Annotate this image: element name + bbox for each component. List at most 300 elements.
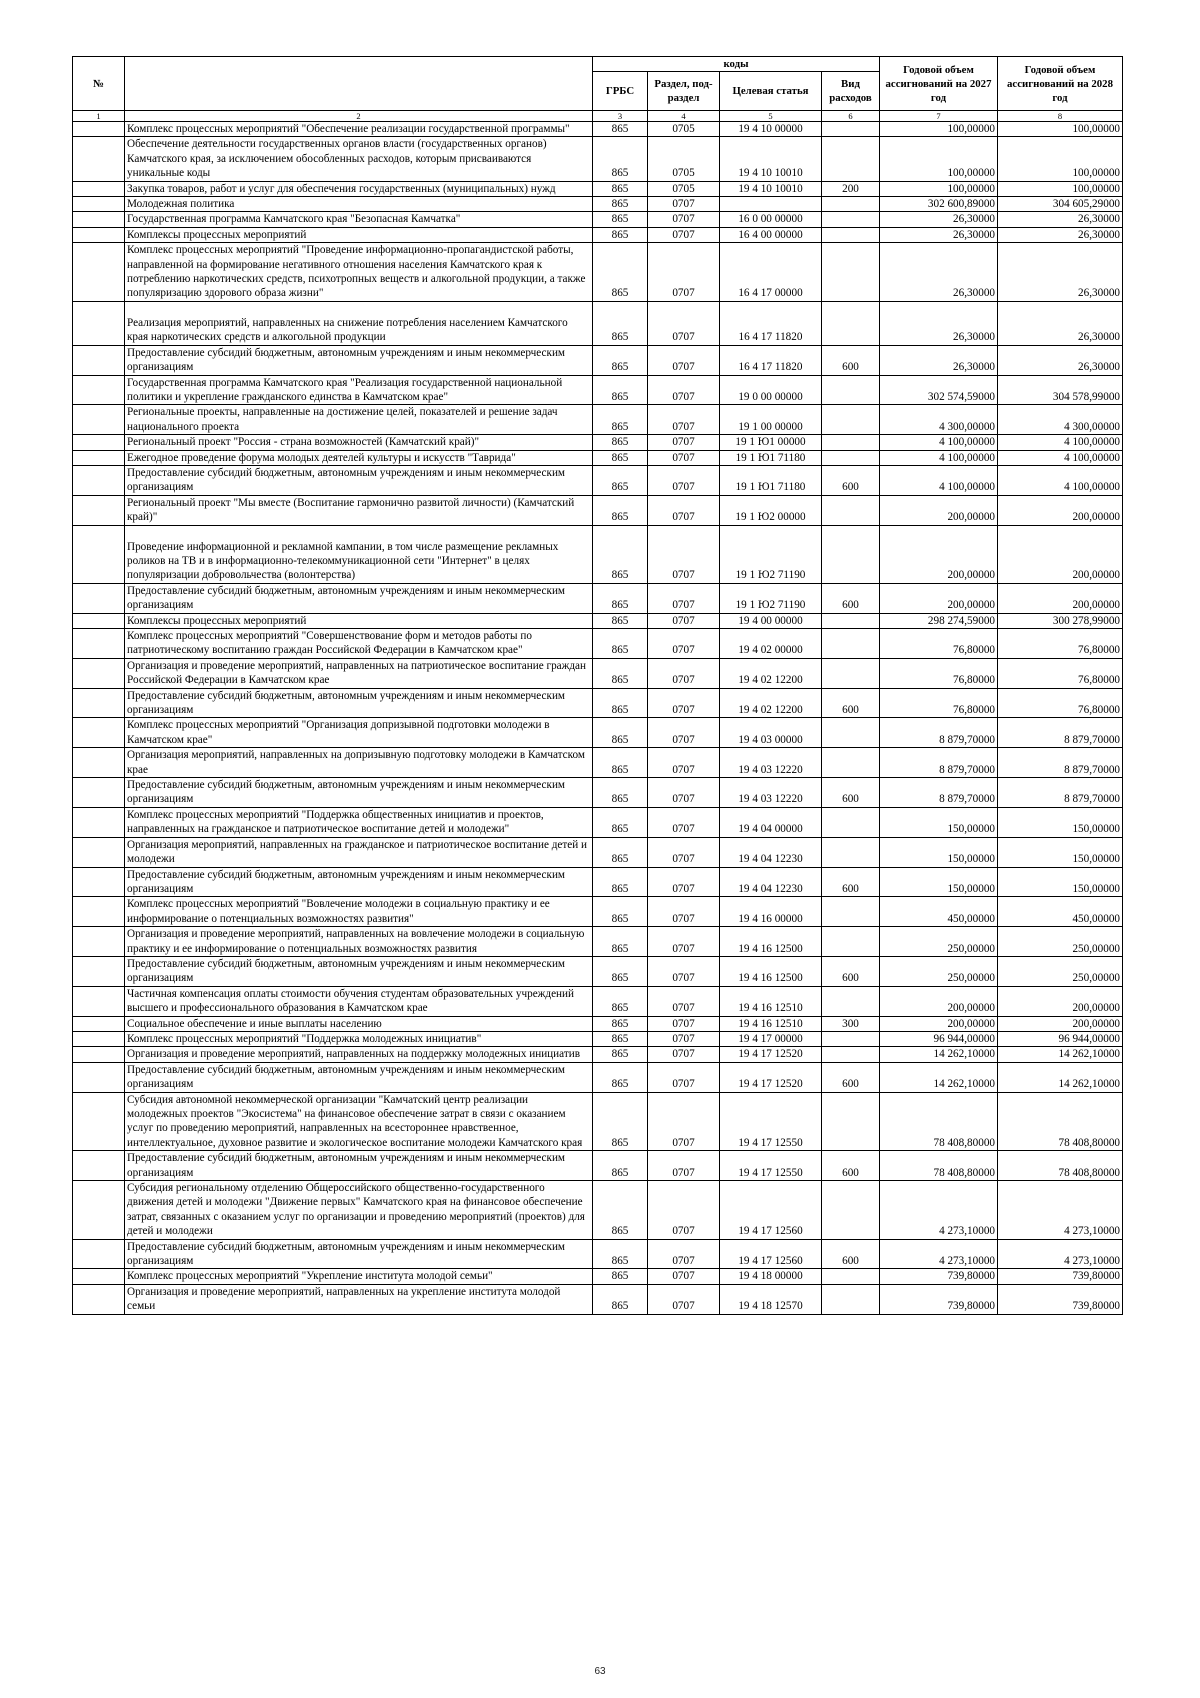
cell-grbs: 865 xyxy=(593,137,648,181)
cell-grbs: 865 xyxy=(593,375,648,405)
cell-grbs: 865 xyxy=(593,345,648,375)
cell-grbs: 865 xyxy=(593,1284,648,1314)
cell-row-number xyxy=(73,227,125,242)
cell-grbs: 865 xyxy=(593,243,648,302)
cell-expense-type xyxy=(822,197,880,212)
cell-amount-2028: 100,00000 xyxy=(998,122,1123,137)
cell-amount-2027: 100,00000 xyxy=(880,137,998,181)
cell-grbs: 865 xyxy=(593,301,648,345)
cell-amount-2028: 26,30000 xyxy=(998,243,1123,302)
cell-target: 19 4 00 00000 xyxy=(720,613,822,628)
header-name-blank xyxy=(125,57,593,111)
cell-target: 19 4 04 00000 xyxy=(720,807,822,837)
cell-section: 0705 xyxy=(648,181,720,196)
cell-expense-type xyxy=(822,1284,880,1314)
cell-section: 0707 xyxy=(648,197,720,212)
cell-row-number xyxy=(73,301,125,345)
cell-target: 19 1 00 00000 xyxy=(720,405,822,435)
cell-grbs: 865 xyxy=(593,1239,648,1269)
header-row-numbers xyxy=(73,111,1123,122)
table-row xyxy=(73,778,1123,808)
cell-row-number xyxy=(73,1269,125,1284)
cell-amount-2027: 100,00000 xyxy=(880,181,998,196)
table-row xyxy=(73,718,1123,748)
cell-amount-2027: 14 262,10000 xyxy=(880,1062,998,1092)
cell-name: Организация и проведение мероприятий, направленных на патриотическое воспитание граждан Российской Федерации в Камчатском крае xyxy=(125,658,593,688)
cell-amount-2027: 150,00000 xyxy=(880,867,998,897)
cell-amount-2027: 26,30000 xyxy=(880,227,998,242)
cell-expense-type: 600 xyxy=(822,956,880,986)
table-body xyxy=(73,122,1123,1315)
cell-section: 0707 xyxy=(648,748,720,778)
cell-amount-2028: 76,80000 xyxy=(998,658,1123,688)
cell-name: Предоставление субсидий бюджетным, автономным учреждениям и иным некоммерческим организациям xyxy=(125,778,593,808)
cell-section: 0707 xyxy=(648,1269,720,1284)
cell-target: 19 4 10 10010 xyxy=(720,137,822,181)
cell-target: 19 4 03 00000 xyxy=(720,718,822,748)
cell-name: Организация и проведение мероприятий, направленных на укрепление института молодой семьи xyxy=(125,1284,593,1314)
cell-name: Обеспечение деятельности государственных органов власти (государственных органов) Камчатского края, за исключением обособленных расходов, которым присваиваются уникальные коды xyxy=(125,137,593,181)
cell-section: 0707 xyxy=(648,345,720,375)
cell-amount-2027: 4 100,00000 xyxy=(880,465,998,495)
cell-amount-2027: 450,00000 xyxy=(880,897,998,927)
cell-grbs: 865 xyxy=(593,837,648,867)
table-row xyxy=(73,137,1123,181)
cell-section: 0707 xyxy=(648,495,720,525)
cell-amount-2027: 298 274,59000 xyxy=(880,613,998,628)
cell-expense-type xyxy=(822,243,880,302)
table-row xyxy=(73,405,1123,435)
cell-amount-2027: 250,00000 xyxy=(880,927,998,957)
cell-grbs: 865 xyxy=(593,465,648,495)
table-row xyxy=(73,688,1123,718)
page-number: 63 xyxy=(594,1666,606,1677)
cell-row-number xyxy=(73,435,125,450)
cell-name: Региональный проект "Мы вместе (Воспитание гармонично развитой личности) (Камчатский край)" xyxy=(125,495,593,525)
cell-target: 19 4 16 00000 xyxy=(720,897,822,927)
cell-name: Предоставление субсидий бюджетным, автономным учреждениям и иным некоммерческим организациям xyxy=(125,956,593,986)
table-row xyxy=(73,658,1123,688)
cell-row-number xyxy=(73,1062,125,1092)
cell-grbs: 865 xyxy=(593,718,648,748)
cell-amount-2028: 200,00000 xyxy=(998,583,1123,613)
cell-row-number xyxy=(73,1151,125,1181)
cell-name: Комплекс процессных мероприятий "Совершенствование форм и методов работы по патриотическому воспитанию граждан Российской Федерации в Камчатском крае" xyxy=(125,629,593,659)
col-number: 7 xyxy=(880,111,998,122)
cell-name: Предоставление субсидий бюджетным, автономным учреждениям и иным некоммерческим организациям xyxy=(125,583,593,613)
cell-target: 19 4 03 12220 xyxy=(720,778,822,808)
cell-name: Комплекс процессных мероприятий "Обеспечение реализации государственной программы" xyxy=(125,122,593,137)
header-target: Целевая статья xyxy=(720,72,822,111)
table-row xyxy=(73,748,1123,778)
cell-amount-2027: 200,00000 xyxy=(880,986,998,1016)
cell-amount-2027: 8 879,70000 xyxy=(880,718,998,748)
cell-name: Организация и проведение мероприятий, направленных на вовлечение молодежи в социальную практику и ее информирование о потенциальных возможностях развития xyxy=(125,927,593,957)
cell-section: 0707 xyxy=(648,658,720,688)
cell-target: 19 4 04 12230 xyxy=(720,837,822,867)
cell-amount-2028: 200,00000 xyxy=(998,495,1123,525)
cell-amount-2028: 150,00000 xyxy=(998,807,1123,837)
cell-expense-type xyxy=(822,435,880,450)
cell-section: 0707 xyxy=(648,986,720,1016)
cell-row-number xyxy=(73,212,125,227)
cell-expense-type: 600 xyxy=(822,465,880,495)
cell-grbs: 865 xyxy=(593,122,648,137)
cell-expense-type xyxy=(822,897,880,927)
cell-row-number xyxy=(73,197,125,212)
cell-amount-2028: 78 408,80000 xyxy=(998,1092,1123,1151)
cell-name: Молодежная политика xyxy=(125,197,593,212)
cell-target: 16 4 17 11820 xyxy=(720,345,822,375)
cell-expense-type xyxy=(822,748,880,778)
table-row xyxy=(73,1284,1123,1314)
budget-table xyxy=(72,56,1123,1315)
cell-name: Комплекс процессных мероприятий "Поддержка общественных инициатив и проектов, направленных на гражданское и патриотическое воспитание детей и молодежи" xyxy=(125,807,593,837)
col-number: 5 xyxy=(720,111,822,122)
cell-expense-type xyxy=(822,1092,880,1151)
cell-amount-2027: 739,80000 xyxy=(880,1269,998,1284)
cell-grbs: 865 xyxy=(593,1181,648,1240)
cell-section: 0707 xyxy=(648,807,720,837)
cell-amount-2028: 300 278,99000 xyxy=(998,613,1123,628)
cell-section: 0707 xyxy=(648,1284,720,1314)
cell-amount-2028: 8 879,70000 xyxy=(998,778,1123,808)
cell-target: 19 0 00 00000 xyxy=(720,375,822,405)
cell-expense-type xyxy=(822,613,880,628)
table-row xyxy=(73,495,1123,525)
cell-section: 0707 xyxy=(648,450,720,465)
cell-target: 19 4 16 12510 xyxy=(720,986,822,1016)
cell-amount-2027: 250,00000 xyxy=(880,956,998,986)
cell-amount-2027: 200,00000 xyxy=(880,1016,998,1031)
cell-amount-2027: 4 273,10000 xyxy=(880,1181,998,1240)
table-row xyxy=(73,1269,1123,1284)
cell-amount-2028: 100,00000 xyxy=(998,181,1123,196)
cell-row-number xyxy=(73,1031,125,1046)
cell-amount-2028: 250,00000 xyxy=(998,956,1123,986)
table-row xyxy=(73,583,1123,613)
cell-grbs: 865 xyxy=(593,181,648,196)
cell-amount-2027: 4 300,00000 xyxy=(880,405,998,435)
cell-amount-2028: 100,00000 xyxy=(998,137,1123,181)
table-row xyxy=(73,181,1123,196)
cell-row-number xyxy=(73,1284,125,1314)
cell-amount-2028: 200,00000 xyxy=(998,525,1123,583)
cell-row-number xyxy=(73,495,125,525)
cell-name: Организация мероприятий, направленных на гражданское и патриотическое воспитание детей и молодежи xyxy=(125,837,593,867)
cell-expense-type xyxy=(822,227,880,242)
col-number: 3 xyxy=(593,111,648,122)
cell-amount-2027: 200,00000 xyxy=(880,583,998,613)
cell-row-number xyxy=(73,525,125,583)
cell-amount-2027: 100,00000 xyxy=(880,122,998,137)
cell-expense-type xyxy=(822,658,880,688)
col-number: 4 xyxy=(648,111,720,122)
cell-amount-2028: 450,00000 xyxy=(998,897,1123,927)
cell-section: 0707 xyxy=(648,718,720,748)
cell-section: 0707 xyxy=(648,837,720,867)
cell-name: Ежегодное проведение форума молодых деятелей культуры и искусств "Таврида" xyxy=(125,450,593,465)
cell-row-number xyxy=(73,867,125,897)
cell-name: Предоставление субсидий бюджетным, автономным учреждениям и иным некоммерческим организациям xyxy=(125,345,593,375)
cell-section: 0707 xyxy=(648,1181,720,1240)
cell-amount-2027: 76,80000 xyxy=(880,658,998,688)
cell-name: Организация и проведение мероприятий, направленных на поддержку молодежных инициатив xyxy=(125,1047,593,1062)
cell-grbs: 865 xyxy=(593,1016,648,1031)
cell-expense-type: 300 xyxy=(822,1016,880,1031)
cell-section: 0707 xyxy=(648,227,720,242)
cell-amount-2028: 739,80000 xyxy=(998,1284,1123,1314)
table-row xyxy=(73,1047,1123,1062)
cell-name: Региональный проект "Россия - страна возможностей (Камчатский край)" xyxy=(125,435,593,450)
cell-row-number xyxy=(73,748,125,778)
table-row xyxy=(73,837,1123,867)
cell-row-number xyxy=(73,122,125,137)
cell-expense-type xyxy=(822,137,880,181)
cell-name: Комплекс процессных мероприятий "Организация допризывной подготовки молодежи в Камчатском крае" xyxy=(125,718,593,748)
cell-amount-2028: 8 879,70000 xyxy=(998,718,1123,748)
cell-grbs: 865 xyxy=(593,525,648,583)
table-row xyxy=(73,450,1123,465)
cell-amount-2027: 302 600,89000 xyxy=(880,197,998,212)
cell-target xyxy=(720,197,822,212)
cell-amount-2027: 200,00000 xyxy=(880,525,998,583)
cell-section: 0707 xyxy=(648,583,720,613)
col-number: 1 xyxy=(73,111,125,122)
col-number: 8 xyxy=(998,111,1123,122)
cell-target: 19 4 10 10010 xyxy=(720,181,822,196)
table-row xyxy=(73,435,1123,450)
cell-row-number xyxy=(73,956,125,986)
cell-name: Предоставление субсидий бюджетным, автономным учреждениям и иным некоммерческим организациям xyxy=(125,1239,593,1269)
table-row xyxy=(73,1016,1123,1031)
header-grbs: ГРБС xyxy=(593,72,648,111)
cell-amount-2027: 26,30000 xyxy=(880,243,998,302)
cell-amount-2028: 304 605,29000 xyxy=(998,197,1123,212)
cell-row-number xyxy=(73,897,125,927)
cell-expense-type xyxy=(822,1269,880,1284)
cell-name: Частичная компенсация оплаты стоимости обучения студентам образовательных учреждений высшего и профессионального образования в Камчатском крае xyxy=(125,986,593,1016)
cell-amount-2028: 4 100,00000 xyxy=(998,450,1123,465)
cell-amount-2028: 76,80000 xyxy=(998,629,1123,659)
cell-target: 19 4 17 00000 xyxy=(720,1031,822,1046)
cell-grbs: 865 xyxy=(593,867,648,897)
cell-grbs: 865 xyxy=(593,629,648,659)
cell-amount-2027: 4 273,10000 xyxy=(880,1239,998,1269)
cell-target: 19 4 16 12500 xyxy=(720,956,822,986)
cell-row-number xyxy=(73,375,125,405)
cell-target: 19 4 02 12200 xyxy=(720,688,822,718)
cell-target: 19 1 Ю1 71180 xyxy=(720,450,822,465)
cell-amount-2027: 150,00000 xyxy=(880,807,998,837)
cell-section: 0707 xyxy=(648,613,720,628)
cell-expense-type xyxy=(822,1031,880,1046)
cell-row-number xyxy=(73,465,125,495)
cell-name: Реализация мероприятий, направленных на снижение потребления населением Камчатского края наркотических средств и алкогольной продукции xyxy=(125,301,593,345)
cell-amount-2027: 26,30000 xyxy=(880,345,998,375)
cell-name: Предоставление субсидий бюджетным, автономным учреждениям и иным некоммерческим организациям xyxy=(125,465,593,495)
cell-section: 0707 xyxy=(648,1062,720,1092)
table-row xyxy=(73,986,1123,1016)
cell-grbs: 865 xyxy=(593,658,648,688)
budget-table-container xyxy=(72,56,1122,1315)
cell-amount-2027: 26,30000 xyxy=(880,212,998,227)
cell-name: Государственная программа Камчатского края "Безопасная Камчатка" xyxy=(125,212,593,227)
cell-grbs: 865 xyxy=(593,197,648,212)
cell-amount-2027: 302 574,59000 xyxy=(880,375,998,405)
cell-section: 0707 xyxy=(648,212,720,227)
cell-target: 19 4 17 12550 xyxy=(720,1151,822,1181)
cell-name: Субсидия региональному отделению Общероссийского общественно-государственного движения детей и молодежи "Движение первых" Камчатского края на финансовое обеспечение затрат, связанных с оказанием услуг по организации и проведению мероприятий (проектов) для детей и молодежи xyxy=(125,1181,593,1240)
cell-section: 0707 xyxy=(648,1016,720,1031)
cell-amount-2027: 200,00000 xyxy=(880,495,998,525)
cell-row-number xyxy=(73,807,125,837)
table-row xyxy=(73,927,1123,957)
table-row xyxy=(73,212,1123,227)
table-row xyxy=(73,1031,1123,1046)
cell-section: 0707 xyxy=(648,1031,720,1046)
cell-section: 0707 xyxy=(648,301,720,345)
cell-name: Региональные проекты, направленные на достижение целей, показателей и решение задач национального проекта xyxy=(125,405,593,435)
cell-expense-type xyxy=(822,375,880,405)
cell-amount-2028: 26,30000 xyxy=(998,227,1123,242)
cell-grbs: 865 xyxy=(593,1151,648,1181)
cell-section: 0707 xyxy=(648,778,720,808)
cell-expense-type: 200 xyxy=(822,181,880,196)
cell-section: 0707 xyxy=(648,243,720,302)
cell-target: 16 4 17 11820 xyxy=(720,301,822,345)
cell-row-number xyxy=(73,613,125,628)
cell-row-number xyxy=(73,1239,125,1269)
cell-name: Проведение информационной и рекламной кампании, в том числе размещение рекламных роликов на ТВ и в информационно-телекоммуникационной сети "Интернет" в целях популяризации добровольчества (волонтерства) xyxy=(125,525,593,583)
header-row-top xyxy=(73,57,1123,72)
cell-amount-2027: 78 408,80000 xyxy=(880,1092,998,1151)
cell-name: Комплекс процессных мероприятий "Проведение информационно-пропагандистской работы, направленной на формирование негативного отношения населения Камчатского края к потреблению наркотических средств, психотропных веществ и алкогольной продукции, а также популяризацию здорового образа жизни" xyxy=(125,243,593,302)
cell-amount-2028: 4 273,10000 xyxy=(998,1239,1123,1269)
header-section: Раздел, под-раздел xyxy=(648,72,720,111)
cell-row-number xyxy=(73,450,125,465)
cell-name: Предоставление субсидий бюджетным, автономным учреждениям и иным некоммерческим организациям xyxy=(125,1062,593,1092)
cell-name: Комплекс процессных мероприятий "Поддержка молодежных инициатив" xyxy=(125,1031,593,1046)
cell-grbs: 865 xyxy=(593,227,648,242)
cell-target: 19 4 16 12500 xyxy=(720,927,822,957)
table-row xyxy=(73,465,1123,495)
cell-amount-2028: 4 100,00000 xyxy=(998,435,1123,450)
cell-row-number xyxy=(73,1092,125,1151)
cell-target: 19 4 17 12520 xyxy=(720,1047,822,1062)
cell-grbs: 865 xyxy=(593,688,648,718)
table-row xyxy=(73,807,1123,837)
cell-target: 19 4 16 12510 xyxy=(720,1016,822,1031)
cell-row-number xyxy=(73,243,125,302)
cell-amount-2027: 739,80000 xyxy=(880,1284,998,1314)
cell-grbs: 865 xyxy=(593,1031,648,1046)
table-row xyxy=(73,227,1123,242)
cell-expense-type xyxy=(822,212,880,227)
table-row xyxy=(73,243,1123,302)
cell-amount-2027: 4 100,00000 xyxy=(880,435,998,450)
cell-grbs: 865 xyxy=(593,435,648,450)
cell-grbs: 865 xyxy=(593,748,648,778)
cell-row-number xyxy=(73,927,125,957)
cell-name: Предоставление субсидий бюджетным, автономным учреждениям и иным некоммерческим организациям xyxy=(125,867,593,897)
table-row xyxy=(73,197,1123,212)
cell-expense-type xyxy=(822,837,880,867)
cell-amount-2028: 96 944,00000 xyxy=(998,1031,1123,1046)
header-year-2027: Годовой объем ассигнований на 2027 год xyxy=(880,57,998,111)
table-row xyxy=(73,375,1123,405)
cell-target: 19 4 03 12220 xyxy=(720,748,822,778)
cell-row-number xyxy=(73,658,125,688)
cell-row-number xyxy=(73,688,125,718)
cell-amount-2027: 96 944,00000 xyxy=(880,1031,998,1046)
cell-section: 0707 xyxy=(648,1092,720,1151)
cell-amount-2028: 14 262,10000 xyxy=(998,1062,1123,1092)
cell-row-number xyxy=(73,345,125,375)
cell-name: Социальное обеспечение и иные выплаты населению xyxy=(125,1016,593,1031)
cell-expense-type xyxy=(822,301,880,345)
cell-target: 19 1 Ю2 71190 xyxy=(720,525,822,583)
table-row xyxy=(73,613,1123,628)
cell-grbs: 865 xyxy=(593,927,648,957)
header-num: № xyxy=(73,57,125,111)
cell-name: Субсидия автономной некоммерческой организации "Камчатский центр реализации молодежных проектов "Экосистема" на финансовое обеспечение затрат в связи с оказанием услуг по проведению мероприятий, направленных на всестороннее нравственное, интеллектуальное, духовное развитие и экологическое воспитание молодежи Камчатского края xyxy=(125,1092,593,1151)
cell-amount-2027: 78 408,80000 xyxy=(880,1151,998,1181)
cell-section: 0707 xyxy=(648,867,720,897)
cell-section: 0707 xyxy=(648,375,720,405)
cell-amount-2028: 200,00000 xyxy=(998,986,1123,1016)
cell-expense-type xyxy=(822,807,880,837)
cell-amount-2028: 26,30000 xyxy=(998,345,1123,375)
cell-grbs: 865 xyxy=(593,495,648,525)
cell-section: 0705 xyxy=(648,122,720,137)
cell-section: 0707 xyxy=(648,629,720,659)
cell-expense-type: 600 xyxy=(822,867,880,897)
cell-section: 0707 xyxy=(648,405,720,435)
cell-expense-type xyxy=(822,1181,880,1240)
cell-amount-2027: 150,00000 xyxy=(880,837,998,867)
cell-target: 19 4 04 12230 xyxy=(720,867,822,897)
cell-target: 16 0 00 00000 xyxy=(720,212,822,227)
cell-amount-2028: 26,30000 xyxy=(998,301,1123,345)
table-row xyxy=(73,1151,1123,1181)
cell-amount-2028: 4 100,00000 xyxy=(998,465,1123,495)
cell-name: Комплексы процессных мероприятий xyxy=(125,227,593,242)
cell-amount-2027: 8 879,70000 xyxy=(880,778,998,808)
cell-amount-2027: 14 262,10000 xyxy=(880,1047,998,1062)
cell-expense-type xyxy=(822,122,880,137)
table-row xyxy=(73,1092,1123,1151)
cell-target: 19 1 Ю1 71180 xyxy=(720,465,822,495)
cell-target: 19 4 10 00000 xyxy=(720,122,822,137)
table-row xyxy=(73,956,1123,986)
cell-target: 16 4 00 00000 xyxy=(720,227,822,242)
col-number: 6 xyxy=(822,111,880,122)
cell-amount-2028: 150,00000 xyxy=(998,837,1123,867)
cell-target: 19 4 02 12200 xyxy=(720,658,822,688)
cell-row-number xyxy=(73,1047,125,1062)
cell-section: 0705 xyxy=(648,137,720,181)
cell-section: 0707 xyxy=(648,897,720,927)
cell-name: Комплекс процессных мероприятий "Укрепление института молодой семьи" xyxy=(125,1269,593,1284)
cell-expense-type xyxy=(822,495,880,525)
header-expense-type: Вид расходов xyxy=(822,72,880,111)
table-row xyxy=(73,897,1123,927)
cell-target: 19 4 18 12570 xyxy=(720,1284,822,1314)
cell-name: Государственная программа Камчатского края "Реализация государственной национальной политики и укрепление гражданского единства в Камчатском крае" xyxy=(125,375,593,405)
cell-target: 19 4 02 00000 xyxy=(720,629,822,659)
cell-target: 19 1 Ю2 71190 xyxy=(720,583,822,613)
